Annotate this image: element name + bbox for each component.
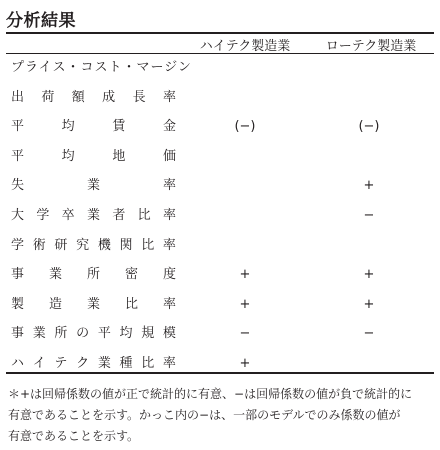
row-label: 失 業 率 (11, 178, 176, 194)
table-row (0, 206, 440, 236)
table-row (0, 176, 440, 206)
hightech-sign-cell (215, 58, 275, 78)
lowtech-sign-cell: (−) (358, 119, 380, 135)
row-label: 出 荷 額 成 長 率 (11, 89, 176, 105)
lowtech-sign-cell: − (363, 207, 375, 223)
table-row (0, 265, 440, 295)
footnote-line: ＊+は回帰係数の値が正で統計的に有意、−は回帰係数の値が負で統計的に (8, 387, 413, 401)
lowtech-sign-cell: + (363, 178, 375, 194)
table-row (0, 354, 440, 384)
row-label: 平 均 賃 金 (11, 119, 176, 135)
table-bottom-rule (6, 372, 434, 374)
row-label: 事 業 所 密 度 (11, 267, 176, 283)
column-header-hightech: ハイテク製造業 (199, 39, 291, 54)
table-row (0, 88, 440, 118)
hightech-sign-cell: + (239, 267, 251, 283)
table-row (0, 58, 440, 88)
footnote-line: 有意であることを示す。 (8, 429, 140, 443)
lowtech-sign-cell (339, 88, 399, 108)
row-label: 学 術 研 究 機 関 比 率 (11, 237, 176, 253)
hightech-sign-cell (215, 206, 275, 226)
lowtech-sign-cell (339, 147, 399, 167)
hightech-sign-cell: − (239, 326, 251, 342)
row-label: 平 均 地 価 (11, 148, 176, 164)
results-table-body (0, 58, 440, 384)
lowtech-sign-cell: + (363, 267, 375, 283)
hightech-sign-cell (215, 88, 275, 108)
footnote-line: 有意であることを示す。かっこ内の−は、一部のモデルでのみ係数の値が (8, 408, 401, 422)
hightech-sign-cell: + (239, 296, 251, 312)
table-row (0, 147, 440, 177)
hightech-sign-cell (215, 236, 275, 256)
lowtech-sign-cell: − (363, 326, 375, 342)
hightech-sign-cell: + (239, 355, 251, 371)
lowtech-sign-cell (339, 236, 399, 256)
lowtech-sign-cell (339, 58, 399, 78)
row-label: プライス・コスト・マージン (11, 60, 192, 75)
row-label: 大 学 卒 業 者 比 率 (11, 207, 176, 223)
row-label: 事 業 所 の 平 均 規 模 (11, 326, 176, 342)
table-row (0, 324, 440, 354)
table-row (0, 236, 440, 266)
table-top-rule (6, 32, 434, 34)
lowtech-sign-cell: + (363, 296, 375, 312)
hightech-sign-cell: (−) (234, 119, 256, 135)
header-rule (6, 53, 434, 54)
hightech-sign-cell (215, 147, 275, 167)
column-header-lowtech: ローテク製造業 (325, 39, 417, 54)
hightech-sign-cell (215, 176, 275, 196)
table-row (0, 117, 440, 147)
row-label: ハ イ テ ク 業 種 比 率 (11, 355, 176, 371)
row-label: 製 造 業 比 率 (11, 296, 176, 312)
footnote (8, 384, 434, 447)
lowtech-sign-cell (339, 354, 399, 374)
table-row (0, 295, 440, 325)
table-title: 分析結果 (6, 11, 76, 31)
